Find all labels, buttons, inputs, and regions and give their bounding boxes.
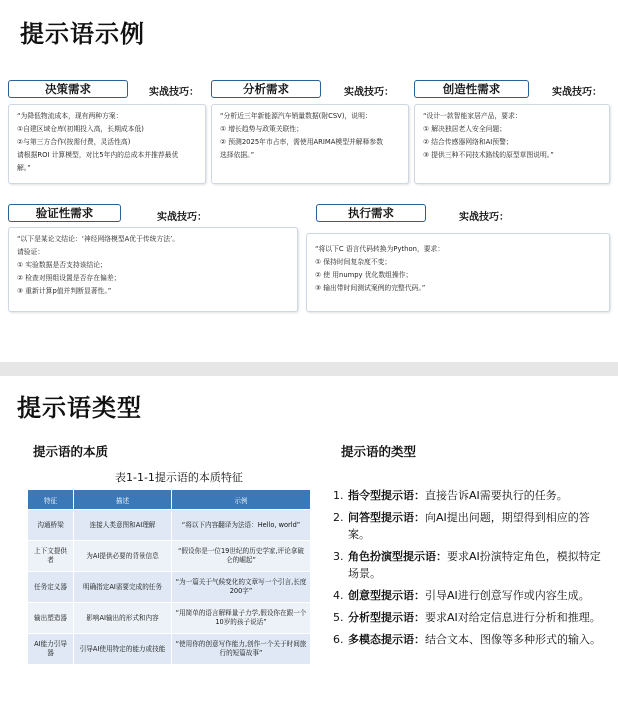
category-analysis: 分析需求 <box>211 80 321 98</box>
slide-title: 提示语类型 <box>17 394 142 422</box>
slide-title: 提示语示例 <box>20 20 145 48</box>
card-line: ② 使 用numpy 优化数组操作； <box>315 271 413 279</box>
item-number: 1. <box>333 489 344 502</box>
table-header-cell: 描述 <box>74 490 172 510</box>
type-description: 直接告诉AI需要执行的任务。 <box>425 489 568 502</box>
item-number: 6. <box>333 633 344 646</box>
item-number: 3. <box>333 550 344 563</box>
card-line: “设计一款智能家居产品，要求： <box>423 112 522 120</box>
table-cell: “将以下内容翻译为法语：Hello, world” <box>172 510 311 541</box>
category-creative: 创造性需求 <box>414 80 529 98</box>
table-row <box>28 634 311 665</box>
example-card-decision <box>8 104 206 184</box>
essence-table <box>27 489 311 665</box>
card-line: “分析近三年新能源汽车销量数据(附CSV)，说明： <box>220 112 372 120</box>
list-item <box>333 609 608 626</box>
type-name: 分析型提示语： <box>348 611 425 624</box>
table-cell: “假设你是一位19世纪的历史学家,评论拿破仑的崛起” <box>172 541 311 572</box>
table-row <box>28 603 311 634</box>
type-description: 结合文本、图像等多种形式的输入。 <box>425 633 601 646</box>
type-name: 创意型提示语： <box>348 589 425 602</box>
card-line: ① 解决独居老人安全问题； <box>423 125 507 133</box>
table-cell: 影响AI输出的形式和内容 <box>74 603 172 634</box>
card-line: “将以下C 语言代码转换为Python，要求： <box>315 245 445 253</box>
item-number: 5. <box>333 611 344 624</box>
card-line: “以下是某论文结论：‘神经网络模型A优于传统方法’。 <box>17 235 180 243</box>
tip-label-execution: 实战技巧： <box>459 212 509 223</box>
table-cell: 为AI提供必要的背景信息 <box>74 541 172 572</box>
table-cell: 输出塑造器 <box>28 603 74 634</box>
table-caption: 表1-1-1提示语的本质特征 <box>115 471 243 484</box>
table-cell: 任务定义器 <box>28 572 74 603</box>
table-cell: 明确指定AI需要完成的任务 <box>74 572 172 603</box>
card-line: 解。” <box>17 164 31 172</box>
type-name: 角色扮演型提示语： <box>348 550 447 563</box>
slide-divider <box>0 362 618 376</box>
list-item <box>333 487 608 504</box>
type-name: 问答型提示语： <box>348 511 425 524</box>
example-card-execution <box>306 233 610 312</box>
tip-label-analysis: 实战技巧： <box>344 87 394 98</box>
table-header-cell: 特征 <box>28 490 74 510</box>
example-card-verification <box>8 227 298 312</box>
types-heading: 提示语的类型 <box>341 444 417 459</box>
card-line: ② 结合传感器网络和AI预警； <box>423 138 513 146</box>
card-line: ①自建区域仓库(初期投入高，长期成本低) <box>17 125 144 133</box>
table-header-row <box>28 490 311 510</box>
type-description: 引导AI进行创意写作或内容生成。 <box>425 589 590 602</box>
card-line: ③ 提供三种不同技术路线的原型草图说明。” <box>423 151 554 159</box>
slide-prompt-types <box>0 376 618 711</box>
tip-label-decision: 实战技巧： <box>149 87 199 98</box>
tip-label-creative: 实战技巧： <box>552 87 602 98</box>
category-verification: 验证性需求 <box>8 204 121 222</box>
type-description: 向AI提出问题，期望得到相应的答案。 <box>348 511 590 541</box>
table-row <box>28 510 311 541</box>
prompt-types-list <box>333 487 608 653</box>
card-line: 请根据ROI 计算模型，对比5年内的总成本并推荐最优 <box>17 151 179 159</box>
table-row <box>28 541 311 572</box>
card-line: ① 增长趋势与政策关联性； <box>220 125 304 133</box>
card-line: ③ 输出带时间测试案例的完整代码。” <box>315 284 426 292</box>
type-description: 要求AI扮演特定角色，模拟特定场景。 <box>348 550 601 580</box>
table-cell: 上下文提供者 <box>28 541 74 572</box>
list-item <box>333 548 608 582</box>
card-line: ③ 重新计算p值并判断显著性。” <box>17 287 112 295</box>
essence-heading: 提示语的本质 <box>33 444 109 459</box>
table-cell: “为一篇关于气候变化的文章写一个引言,长度200字” <box>172 572 311 603</box>
example-card-creative <box>414 104 610 184</box>
table-cell: 连接人类意图和AI理解 <box>74 510 172 541</box>
tip-label-verification: 实战技巧： <box>157 212 207 223</box>
card-line: “为降低物流成本，现有两种方案： <box>17 112 123 120</box>
table-cell: 沟通桥梁 <box>28 510 74 541</box>
card-line: 选择依据。” <box>220 151 255 159</box>
card-line: 请验证： <box>17 248 45 256</box>
item-number: 2. <box>333 511 344 524</box>
list-item <box>333 631 608 648</box>
table-header-cell: 示例 <box>172 490 311 510</box>
table-cell: 引导AI使用特定的能力或技能 <box>74 634 172 665</box>
example-card-analysis <box>211 104 409 184</box>
category-execution: 执行需求 <box>316 204 426 222</box>
card-line: ① 保持时间复杂度不变； <box>315 258 392 266</box>
table-cell: “使用你的创意写作能力,创作一个关于时间旅行的短篇故事” <box>172 634 311 665</box>
list-item <box>333 587 608 604</box>
list-item <box>333 509 608 543</box>
card-line: ② 预测2025年市占率，需使用ARIMA模型并解释参数 <box>220 138 383 146</box>
type-description: 要求AI对给定信息进行分析和推理。 <box>425 611 601 624</box>
card-line: ① 实验数据是否支持该结论； <box>17 261 107 269</box>
item-number: 4. <box>333 589 344 602</box>
category-decision: 决策需求 <box>8 80 128 98</box>
type-name: 指令型提示语： <box>348 489 425 502</box>
type-name: 多模态提示语： <box>348 633 425 646</box>
card-line: ② 检查对照组设置是否存在偏差； <box>17 274 121 282</box>
table-cell: AI能力引导器 <box>28 634 74 665</box>
table-cell: “用简单的语言解释量子力学,假设你在跟一个10岁的孩子说话” <box>172 603 311 634</box>
table-row <box>28 572 311 603</box>
card-line: ②与第三方合作(按需付费，灵活性高) <box>17 138 131 146</box>
